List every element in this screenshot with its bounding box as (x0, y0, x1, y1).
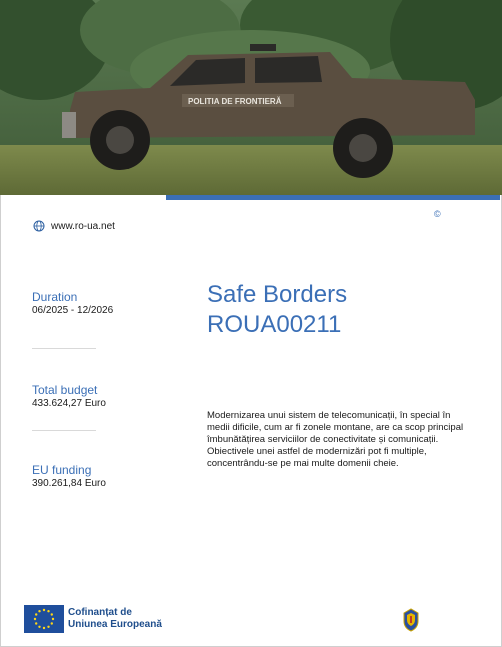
globe-icon (33, 220, 45, 232)
accent-bar (166, 195, 500, 200)
duration-label: Duration (32, 290, 78, 304)
divider (32, 348, 96, 349)
budget-value: 433.624,27 Euro (32, 398, 106, 409)
eu-cofunding-line2: Uniunea Europeană (68, 619, 162, 630)
project-title-name: Safe Borders (207, 281, 348, 308)
divider (32, 430, 96, 431)
header-photo (0, 0, 502, 195)
eu-funding-value: 390.261,84 Euro (32, 478, 106, 489)
romania-crest-icon (401, 607, 421, 633)
project-title (207, 280, 347, 340)
copyright-mark: © (434, 209, 441, 219)
vehicle-lettering: POLITIA DE FRONTIERĂ (188, 97, 282, 106)
website-url: www.ro-ua.net (51, 220, 115, 232)
project-description: Modernizarea unui sistem de telecomunicații, în special în medii dificile, cum ar fi zonele montane, are ca scop principal îmbunătățirea serviciilor de conectivitate și comunicații. Obiectivele unei astfel de modernizări pot fi multiple, concentrându-se pe mai multe domenii cheie. (207, 410, 464, 469)
budget-label: Total budget (32, 383, 98, 397)
eu-flag-icon (24, 605, 64, 633)
eu-cofunding-text (68, 607, 162, 631)
duration-value: 06/2025 - 12/2026 (32, 305, 114, 316)
project-code: ROUA00211 (207, 311, 342, 338)
eu-funding-label: EU funding (32, 463, 92, 477)
eu-cofunding-line1: Cofinanțat de (68, 607, 132, 618)
website-link[interactable] (33, 220, 115, 232)
